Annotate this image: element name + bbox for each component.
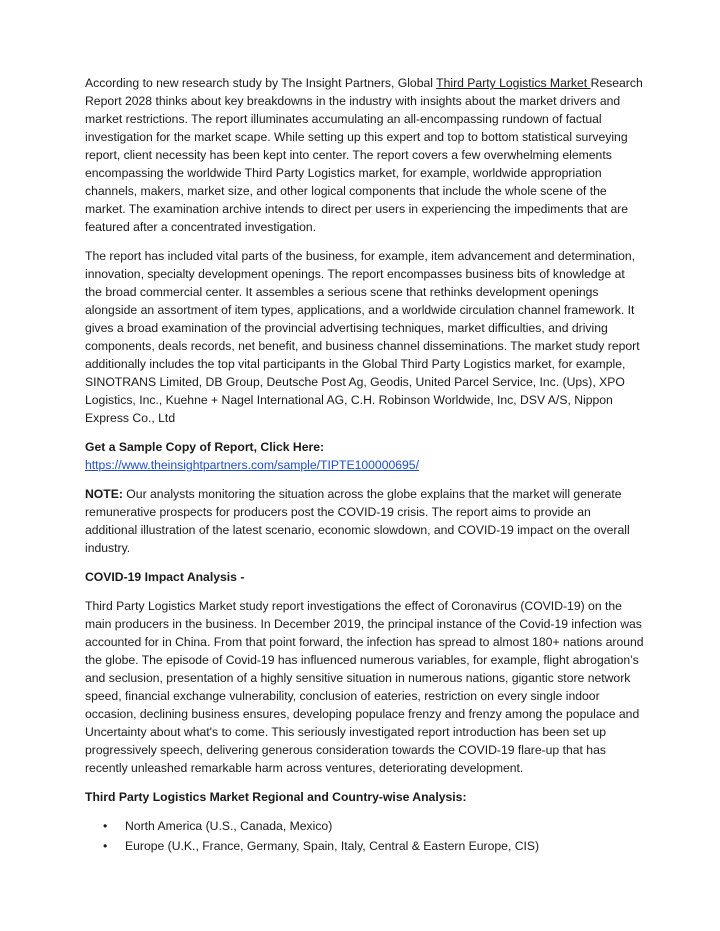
- overview-paragraph: The report has included vital parts of the business, for example, item advancement and determination, innovation, specialty development openings. The report encompasses business bits of knowledge at the broad commercial center. It assembles a serious scene that rethinks development openings alongside an assortment of item types, applications, and a worldwide circulation channel framework. It gives a broad examination of the provincial advertising techniques, market difficulties, and driving components, deals records, net benefit, and business channel disseminations. The market study report additionally includes the top vital participants in the Global Third Party Logistics market, for example, SINOTRANS Limited, DB Group, Deutsche Post Ag, Geodis, United Parcel Service, Inc. (Ups), XPO Logistics, Inc., Kuehne + Nagel International AG, C.H. Robinson Worldwide, Inc, DSV A/S, Nippon Express Co., Ltd: [85, 249, 640, 425]
- sample-heading: Get a Sample Copy of Report, Click Here:: [85, 440, 325, 454]
- covid-paragraph: Third Party Logistics Market study report investigations the effect of Coronavirus (COVID-19) on the main producers in the business. In December 2019, the principal instance of the Covid-19 infection was accounted for in China. From that point forward, the infection has spread to almost 180+ nations around the globe. The episode of Covid-19 has influenced numerous variables, for example, flight abrogation’s and seclusion, presentation of a highly sensitive situation in numerous nations, gigantic store network speed, financial exchange vulnerability, conclusion of eateries, restriction on every single indoor occasion, declining business ensures, developing populace frenzy and frenzy among the populace and Uncertainty about what's to come. This seriously investigated report introduction has been set up progressively speech, delivering generous consideration towards the COVID-19 flare-up that has recently unleashed remarkable harm across ventures, deteriorating development.: [85, 599, 644, 775]
- regional-heading: Third Party Logistics Market Regional and Country-wise Analysis:: [85, 790, 467, 804]
- sample-section: [85, 438, 645, 474]
- document-page: [85, 74, 645, 857]
- list-item: [85, 817, 645, 835]
- note-text: Our analysts monitoring the situation across the globe explains that the market will generate remunerative prospects for producers post the COVID-19 crisis. The report aims to provide an additional illustration of the latest scenario, economic slowdown, and COVID-19 impact on the overall industry.: [85, 487, 630, 555]
- note-paragraph: [85, 485, 645, 557]
- region-item-label: Europe (U.K., France, Germany, Spain, Italy, Central & Eastern Europe, CIS): [125, 839, 540, 853]
- note-label: NOTE:: [85, 487, 123, 501]
- list-item: [85, 837, 645, 855]
- intro-paragraph: [85, 74, 645, 236]
- region-item-label: North America (U.S., Canada, Mexico): [125, 819, 333, 833]
- covid-heading: COVID-19 Impact Analysis -: [85, 570, 245, 584]
- intro-text-before: According to new research study by The Insight Partners, Global: [85, 76, 437, 90]
- market-report-link[interactable]: Third Party Logistics Market: [436, 76, 591, 90]
- sample-url-link[interactable]: https://www.theinsightpartners.com/sample/TIPTE100000695/: [85, 458, 419, 472]
- region-list: [85, 817, 645, 855]
- bullet-icon: •: [103, 819, 108, 833]
- bullet-icon: •: [103, 839, 108, 853]
- intro-text-after: Research Report 2028 thinks about key breakdowns in the industry with insights about the market drivers and market restrictions. The report illuminates accumulating an all-encompassing rundown of factual investigation for the market scape. While setting up this expert and top to bottom statistical surveying report, client necessity has been kept into center. The report covers a few overwhelming elements encompassing the worldwide Third Party Logistics market, for example, worldwide appropriation channels, makers, market size, and other logical components that include the whole scene of the market. The examination archive intends to direct per users in experiencing the impediments that are featured after a concentrated investigation.: [85, 76, 643, 234]
